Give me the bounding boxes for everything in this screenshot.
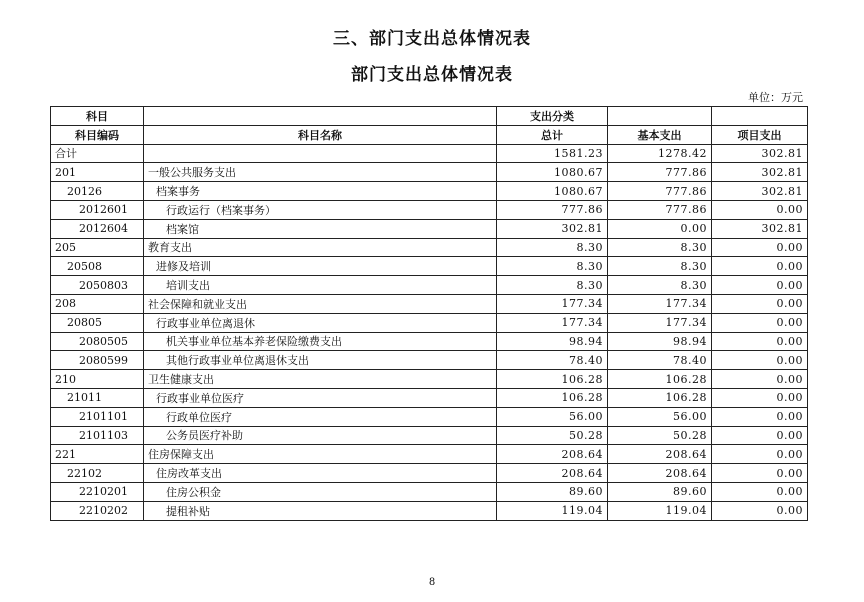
- basic-cell: 8.30: [608, 238, 712, 257]
- total-cell: 98.94: [497, 332, 608, 351]
- total-cell: 8.30: [497, 276, 608, 295]
- subject-name-cell: 一般公共服务支出: [144, 163, 497, 182]
- project-cell: 0.00: [712, 501, 808, 520]
- header-blank: [144, 107, 497, 126]
- table-body: [51, 144, 808, 520]
- subject-name-cell: 住房保障支出: [144, 445, 497, 464]
- basic-cell: 1278.42: [608, 144, 712, 163]
- header-subject-code: 科目编码: [51, 125, 144, 144]
- total-cell: 56.00: [497, 407, 608, 426]
- subject-name-cell: 行政单位医疗: [144, 407, 497, 426]
- subject-code-cell: 2012601: [51, 200, 144, 219]
- total-cell: 106.28: [497, 388, 608, 407]
- project-cell: 0.00: [712, 313, 808, 332]
- basic-cell: 50.28: [608, 426, 712, 445]
- header-row-1: [51, 107, 808, 126]
- table-title: 部门支出总体情况表: [351, 65, 513, 85]
- basic-cell: 208.64: [608, 445, 712, 464]
- basic-cell: 177.34: [608, 294, 712, 313]
- table-row: [51, 200, 808, 219]
- project-cell: 0.00: [712, 276, 808, 295]
- header-project: 项目支出: [712, 125, 808, 144]
- basic-cell: 177.34: [608, 313, 712, 332]
- total-cell: 208.64: [497, 445, 608, 464]
- basic-cell: 106.28: [608, 370, 712, 389]
- project-cell: 0.00: [712, 238, 808, 257]
- basic-cell: 119.04: [608, 501, 712, 520]
- subject-code-cell: 2210201: [51, 482, 144, 501]
- subject-code-cell: 205: [51, 238, 144, 257]
- subject-name-cell: 提租补贴: [144, 501, 497, 520]
- total-cell: 177.34: [497, 313, 608, 332]
- total-cell: 177.34: [497, 294, 608, 313]
- subject-name-cell: 档案馆: [144, 219, 497, 238]
- table-row: [51, 313, 808, 332]
- subject-name-cell: 社会保障和就业支出: [144, 294, 497, 313]
- project-cell: 0.00: [712, 407, 808, 426]
- header-blank: [712, 107, 808, 126]
- subject-code-cell: 2050803: [51, 276, 144, 295]
- subject-code-cell: 201: [51, 163, 144, 182]
- subject-code-cell: 2080505: [51, 332, 144, 351]
- table-row: [51, 482, 808, 501]
- table-row: [51, 501, 808, 520]
- basic-cell: 8.30: [608, 276, 712, 295]
- total-cell: 8.30: [497, 238, 608, 257]
- project-cell: 0.00: [712, 426, 808, 445]
- subject-code-cell: 2080599: [51, 351, 144, 370]
- table-row: [51, 464, 808, 483]
- subject-name-cell: 住房公积金: [144, 482, 497, 501]
- basic-cell: 208.64: [608, 464, 712, 483]
- subject-name-cell: [144, 144, 497, 163]
- subject-code-cell: 20126: [51, 182, 144, 201]
- table-row: [51, 238, 808, 257]
- table-row: [51, 163, 808, 182]
- table-row: [51, 370, 808, 389]
- subject-name-cell: 公务员医疗补助: [144, 426, 497, 445]
- project-cell: 0.00: [712, 294, 808, 313]
- project-cell: 0.00: [712, 482, 808, 501]
- total-cell: 1080.67: [497, 182, 608, 201]
- table-row: [51, 407, 808, 426]
- basic-cell: 98.94: [608, 332, 712, 351]
- subject-code-cell: 208: [51, 294, 144, 313]
- basic-cell: 777.86: [608, 182, 712, 201]
- subject-name-cell: 卫生健康支出: [144, 370, 497, 389]
- subject-code-cell: 210: [51, 370, 144, 389]
- total-cell: 8.30: [497, 257, 608, 276]
- total-cell: 106.28: [497, 370, 608, 389]
- subject-name-cell: 档案事务: [144, 182, 497, 201]
- basic-cell: 777.86: [608, 200, 712, 219]
- basic-cell: 56.00: [608, 407, 712, 426]
- table-row: [51, 294, 808, 313]
- subject-name-cell: 行政事业单位离退休: [144, 313, 497, 332]
- page-title: 三、部门支出总体情况表: [333, 29, 531, 49]
- subject-code-cell: 20508: [51, 257, 144, 276]
- header-row-2: [51, 125, 808, 144]
- subject-code-cell: 合计: [51, 144, 144, 163]
- basic-cell: 89.60: [608, 482, 712, 501]
- table-row: [51, 351, 808, 370]
- subject-name-cell: 进修及培训: [144, 257, 497, 276]
- project-cell: 0.00: [712, 332, 808, 351]
- subject-code-cell: 2101101: [51, 407, 144, 426]
- table-row: [51, 276, 808, 295]
- total-cell: 302.81: [497, 219, 608, 238]
- basic-cell: 106.28: [608, 388, 712, 407]
- expenditure-table: [50, 106, 808, 521]
- project-cell: 0.00: [712, 351, 808, 370]
- total-cell: 777.86: [497, 200, 608, 219]
- subject-name-cell: 培训支出: [144, 276, 497, 295]
- project-cell: 302.81: [712, 144, 808, 163]
- project-cell: 302.81: [712, 163, 808, 182]
- project-cell: 302.81: [712, 219, 808, 238]
- subject-code-cell: 2210202: [51, 501, 144, 520]
- subject-code-cell: 221: [51, 445, 144, 464]
- table-row: [51, 388, 808, 407]
- total-cell: 119.04: [497, 501, 608, 520]
- table-row: [51, 445, 808, 464]
- subject-name-cell: 机关事业单位基本养老保险缴费支出: [144, 332, 497, 351]
- subject-name-cell: 教育支出: [144, 238, 497, 257]
- subject-code-cell: 21011: [51, 388, 144, 407]
- total-cell: 50.28: [497, 426, 608, 445]
- project-cell: 302.81: [712, 182, 808, 201]
- header-basic: 基本支出: [608, 125, 712, 144]
- project-cell: 0.00: [712, 464, 808, 483]
- subject-code-cell: 20805: [51, 313, 144, 332]
- basic-cell: 8.30: [608, 257, 712, 276]
- total-cell: 78.40: [497, 351, 608, 370]
- header-subject: 科目: [51, 107, 144, 126]
- basic-cell: 78.40: [608, 351, 712, 370]
- project-cell: 0.00: [712, 257, 808, 276]
- project-cell: 0.00: [712, 200, 808, 219]
- table-row: [51, 257, 808, 276]
- subject-code-cell: 2012604: [51, 219, 144, 238]
- table-row: [51, 182, 808, 201]
- subject-code-cell: 22102: [51, 464, 144, 483]
- project-cell: 0.00: [712, 445, 808, 464]
- table-row: [51, 219, 808, 238]
- total-cell: 89.60: [497, 482, 608, 501]
- unit-label: 单位：万元: [748, 91, 803, 104]
- page-number: 8: [428, 577, 436, 588]
- total-cell: 1581.23: [497, 144, 608, 163]
- header-blank: [608, 107, 712, 126]
- total-cell: 1080.67: [497, 163, 608, 182]
- total-cell: 208.64: [497, 464, 608, 483]
- project-cell: 0.00: [712, 370, 808, 389]
- header-subject-name: 科目名称: [144, 125, 497, 144]
- basic-cell: 777.86: [608, 163, 712, 182]
- basic-cell: 0.00: [608, 219, 712, 238]
- header-expense-category: 支出分类: [497, 107, 608, 126]
- subject-name-cell: 住房改革支出: [144, 464, 497, 483]
- subject-code-cell: 2101103: [51, 426, 144, 445]
- subject-name-cell: 行政运行（档案事务）: [144, 200, 497, 219]
- table-row: [51, 332, 808, 351]
- table-row: [51, 144, 808, 163]
- subject-name-cell: 其他行政事业单位离退休支出: [144, 351, 497, 370]
- project-cell: 0.00: [712, 388, 808, 407]
- table-row: [51, 426, 808, 445]
- subject-name-cell: 行政事业单位医疗: [144, 388, 497, 407]
- header-total: 总计: [497, 125, 608, 144]
